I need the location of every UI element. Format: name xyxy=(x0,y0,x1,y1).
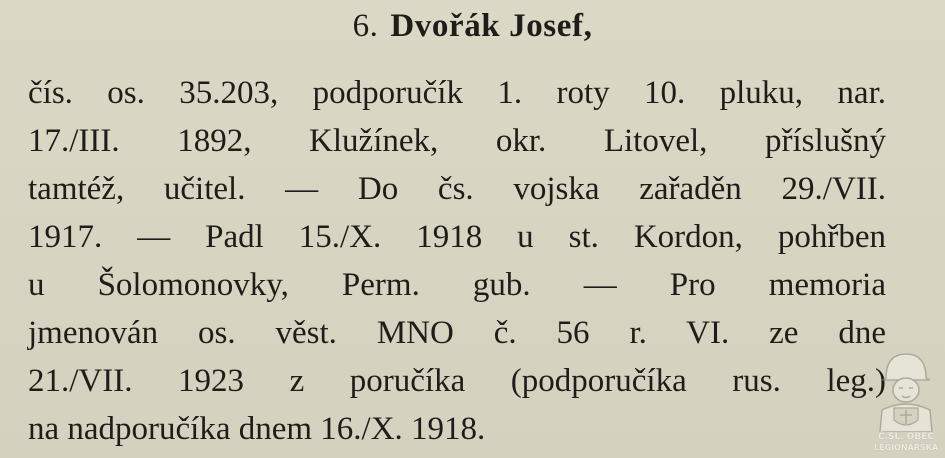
legionary-seal-icon xyxy=(872,348,940,432)
entry-number: 6. xyxy=(352,8,379,44)
watermark-caption-line1: Č.SL. OBEC xyxy=(877,432,935,442)
entry-heading xyxy=(0,6,945,46)
text-line: 17./III. 1892, Klužínek, okr. Litovel, příslušný xyxy=(28,123,886,159)
entry-body xyxy=(28,69,886,453)
text-line: tamtéž, učitel. — Do čs. vojska zařaděn 29./VII. xyxy=(28,171,886,207)
text-line: čís. os. 35.203, podporučík 1. roty 10. pluku, nar. xyxy=(28,75,886,111)
text-line: jmenován os. věst. MNO č. 56 r. VI. ze dne xyxy=(28,315,886,351)
text-line: 1917. — Padl 15./X. 1918 u st. Kordon, pohřben xyxy=(28,219,886,255)
watermark-seal xyxy=(872,348,940,456)
text-line: 21./VII. 1923 z poručíka (podporučíka rus. leg.) xyxy=(28,363,886,399)
text-line: u Šolomonovky, Perm. gub. — Pro memoria xyxy=(28,267,886,303)
watermark-caption-line2: LEGIONÁŘSKÁ xyxy=(873,443,939,452)
entry-name: Dvořák Josef, xyxy=(390,8,593,44)
text-line: na nadporučíka dnem 16./X. 1918. xyxy=(28,411,486,447)
